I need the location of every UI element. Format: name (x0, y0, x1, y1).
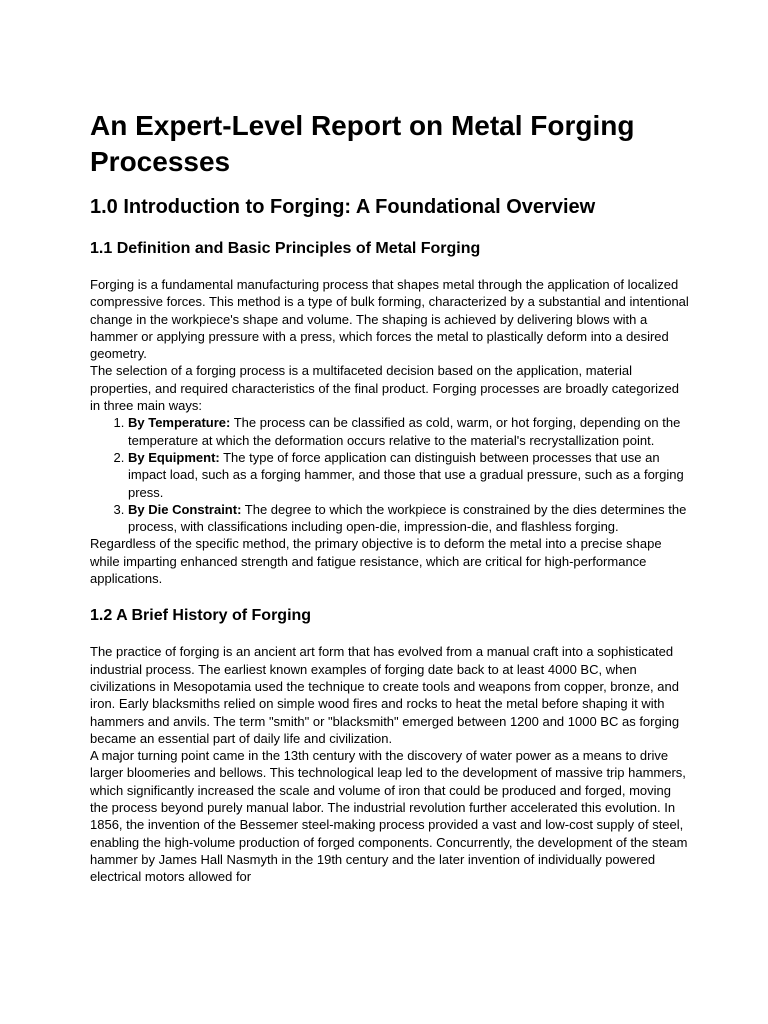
paragraph-definition: Forging is a fundamental manufacturing process that shapes metal through the application of localized compressive forces. This method is a type of bulk forming, characterized by a substantial and intentional change in the workpiece's shape and volume. The shaping is achieved by delivering blows with a hammer or applying pressure with a press, which forces the metal to plastically deform into a desired geometry. (90, 277, 689, 362)
list-item-text: The type of force application can distinguish between processes that use an impact load, such as a forging hammer, and those that use a gradual pressure, such as a forging press. (128, 449, 684, 500)
list-item (128, 414, 690, 449)
list-item-text: The degree to which the workpiece is constrained by the dies determines the process, with classifications including open-die, impression-die, and flashless forging. (128, 501, 687, 535)
list-item (128, 449, 690, 501)
paragraph-history-industrial: A major turning point came in the 13th century with the discovery of water power as a means to drive larger bloomeries and bellows. This technological leap led to the development of massive trip hammers, which significantly increased the scale and volume of iron that could be produced and forged, moving the process beyond purely manual labor. The industrial revolution further accelerated this evolution. In 1856, the invention of the Bessemer steel-making process provided a vast and low-cost supply of steel, enabling the high-volume production of forged components. Concurrently, the development of the steam hammer by James Hall Nasmyth in the 19th century and the later invention of individually powered electrical motors allowed for (90, 748, 688, 885)
subsection-heading-history: 1.2 A Brief History of Forging (90, 607, 312, 625)
document-title: An Expert-Level Report on Metal Forging Processes (90, 110, 635, 177)
list-item-term: By Temperature: (128, 415, 231, 431)
document-page (90, 108, 690, 886)
section-heading-intro: 1.0 Introduction to Forging: A Foundational Overview (90, 196, 596, 218)
subsection-heading-definition: 1.1 Definition and Basic Principles of Metal Forging (90, 240, 481, 257)
list-item-text: The process can be classified as cold, warm, or hot forging, depending on the temperature at which the deformation occurs relative to the material's recrystallization point. (128, 415, 681, 448)
paragraph-objective: Regardless of the specific method, the primary objective is to deform the metal into a precise shape while imparting enhanced strength and fatigue resistance, which are critical for high-performance applications. (90, 536, 662, 587)
section-spacer (90, 587, 690, 605)
paragraph-selection: The selection of a forging process is a multifaceted decision based on the application, material properties, and required characteristics of the final product. Forging processes are broadly categorized in three main ways: (90, 363, 679, 414)
list-item (128, 501, 690, 536)
list-item-term: By Equipment: (128, 449, 220, 465)
paragraph-history-ancient: The practice of forging is an ancient art form that has evolved from a manual craft into a sophisticated industrial process. The earliest known examples of forging date back to at least 4000 BC, when civilizations in Mesopotamia used the technique to create tools and weapons from copper, bronze, and iron. Early blacksmiths relied on simple wood fires and rocks to heat the metal before shaping it with hammers and anvils. The term "smith" or "blacksmith" emerged between 1200 and 1000 BC as forging became an essential part of daily life and civilization. (90, 644, 680, 746)
list-item-term: By Die Constraint: (128, 501, 242, 517)
categories-list (90, 414, 690, 535)
